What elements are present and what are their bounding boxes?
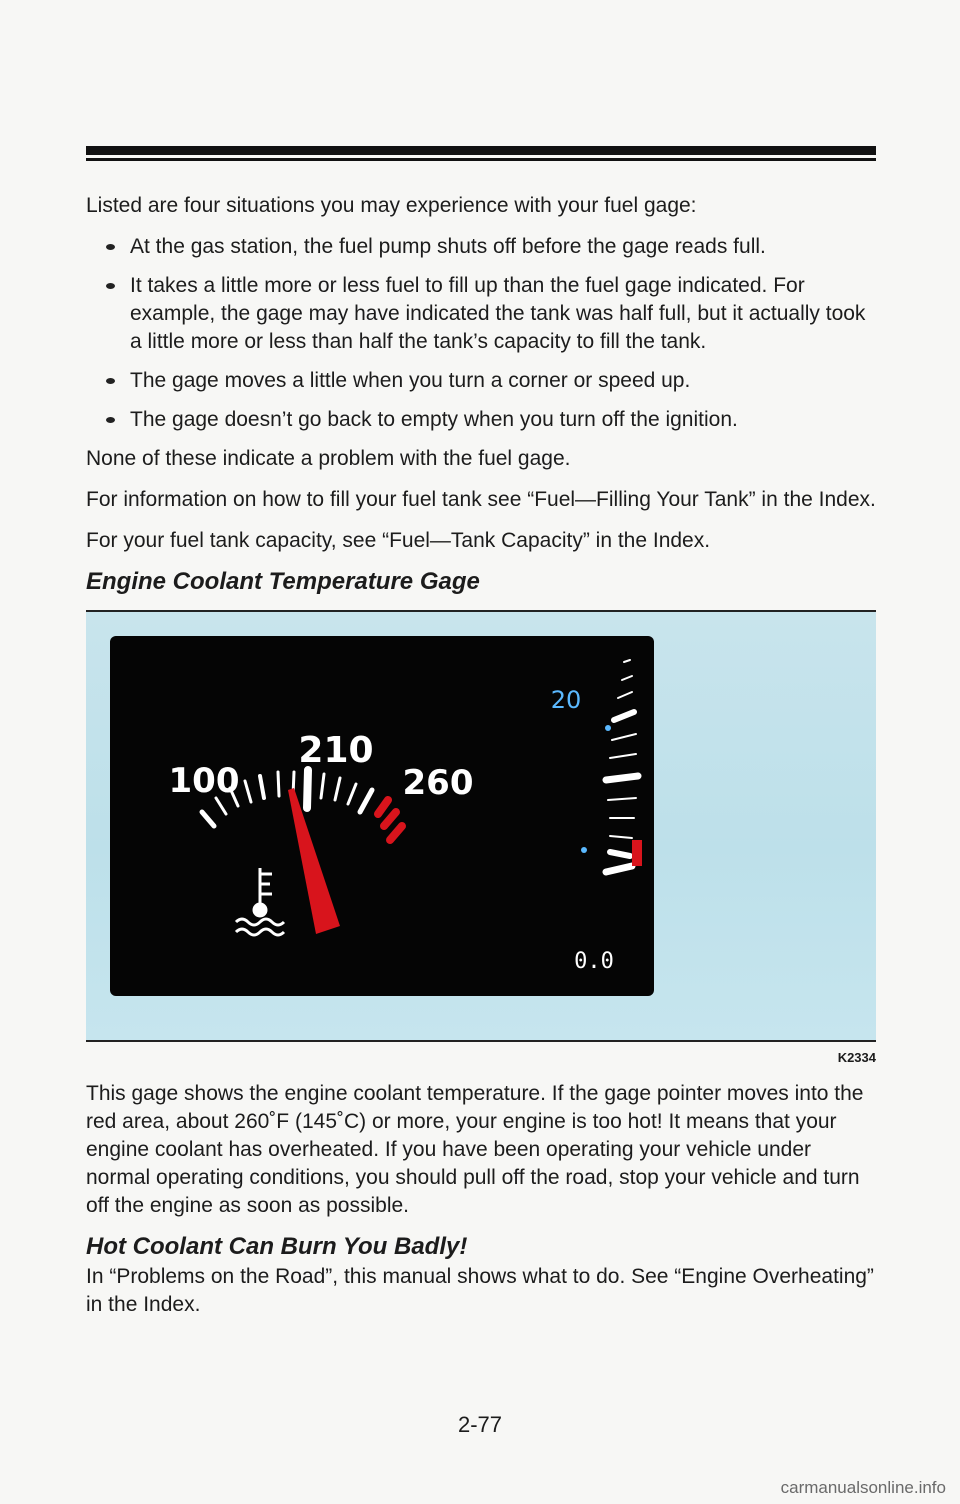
page-content bbox=[86, 192, 876, 1332]
gauge-illustration bbox=[110, 636, 654, 996]
fuel-red-marker bbox=[632, 840, 642, 866]
bullet-icon bbox=[106, 417, 115, 423]
coolant-gage-figure bbox=[86, 610, 876, 1042]
list-item-text: It takes a little more or less fuel to fill up than the fuel gage indicated. For example, the gage may have indicated the tank was half full, but it actually took a little more or less than half the tank’s capacity to fill the tank. bbox=[130, 274, 866, 353]
bullet-icon bbox=[106, 283, 115, 289]
warning-heading: Hot Coolant Can Burn You Badly! bbox=[86, 1233, 468, 1260]
list-item bbox=[106, 233, 876, 261]
list-item-text: The gage moves a little when you turn a corner or speed up. bbox=[130, 369, 691, 392]
fuel-label-20: 20 bbox=[550, 686, 582, 714]
indicator-dot bbox=[581, 847, 587, 853]
no-problem-paragraph: None of these indicate a problem with the fuel gage. bbox=[86, 447, 571, 470]
gauge-label-210: 210 bbox=[298, 730, 374, 771]
red-zone bbox=[378, 800, 402, 840]
coolant-temperature-icon bbox=[236, 868, 284, 935]
header-rule-thick bbox=[86, 146, 876, 155]
gauge-pointer bbox=[288, 788, 340, 934]
header-rule-thin bbox=[86, 158, 876, 161]
list-item bbox=[106, 406, 876, 434]
fuel-gage-situations-list bbox=[86, 233, 876, 434]
header-rule bbox=[86, 146, 876, 162]
gauge-panel bbox=[110, 636, 654, 996]
indicator-dot bbox=[605, 725, 611, 731]
watermark: carmanualsonline.info bbox=[780, 1478, 946, 1497]
bullet-icon bbox=[106, 244, 115, 250]
list-item-text: At the gas station, the fuel pump shuts off before the gage reads full. bbox=[130, 235, 766, 258]
fill-tank-paragraph: For information on how to fill your fuel tank see “Fuel—Filling Your Tank” in the Index. bbox=[86, 488, 876, 511]
list-item bbox=[106, 367, 876, 395]
odometer-readout: 0.0 bbox=[574, 949, 614, 974]
bullet-icon bbox=[106, 378, 115, 384]
list-item-text: The gage doesn’t go back to empty when you turn off the ignition. bbox=[130, 408, 738, 431]
problems-paragraph: In “Problems on the Road”, this manual shows what to do. See “Engine Overheating” in the Index. bbox=[86, 1265, 874, 1316]
page-number: 2-77 bbox=[457, 1412, 503, 1437]
gauge-label-100: 100 bbox=[168, 761, 240, 801]
gage-description-paragraph: This gage shows the engine coolant temperature. If the gage pointer moves into the red area, about 260˚F (145˚C) or more, your engine is too hot! It means that your engine coolant has overheated. If you have been operating your vehicle under normal operating conditions, you should pull off the road, stop your vehicle and turn off the engine as soon as possible. bbox=[86, 1082, 864, 1217]
intro-paragraph: Listed are four situations you may experience with your fuel gage: bbox=[86, 194, 697, 217]
list-item bbox=[106, 272, 876, 356]
figure-code: K2334 bbox=[837, 1050, 876, 1065]
gauge-label-260: 260 bbox=[402, 763, 474, 803]
tank-capacity-paragraph: For your fuel tank capacity, see “Fuel—Tank Capacity” in the Index. bbox=[86, 529, 711, 552]
section-heading: Engine Coolant Temperature Gage bbox=[86, 568, 480, 595]
